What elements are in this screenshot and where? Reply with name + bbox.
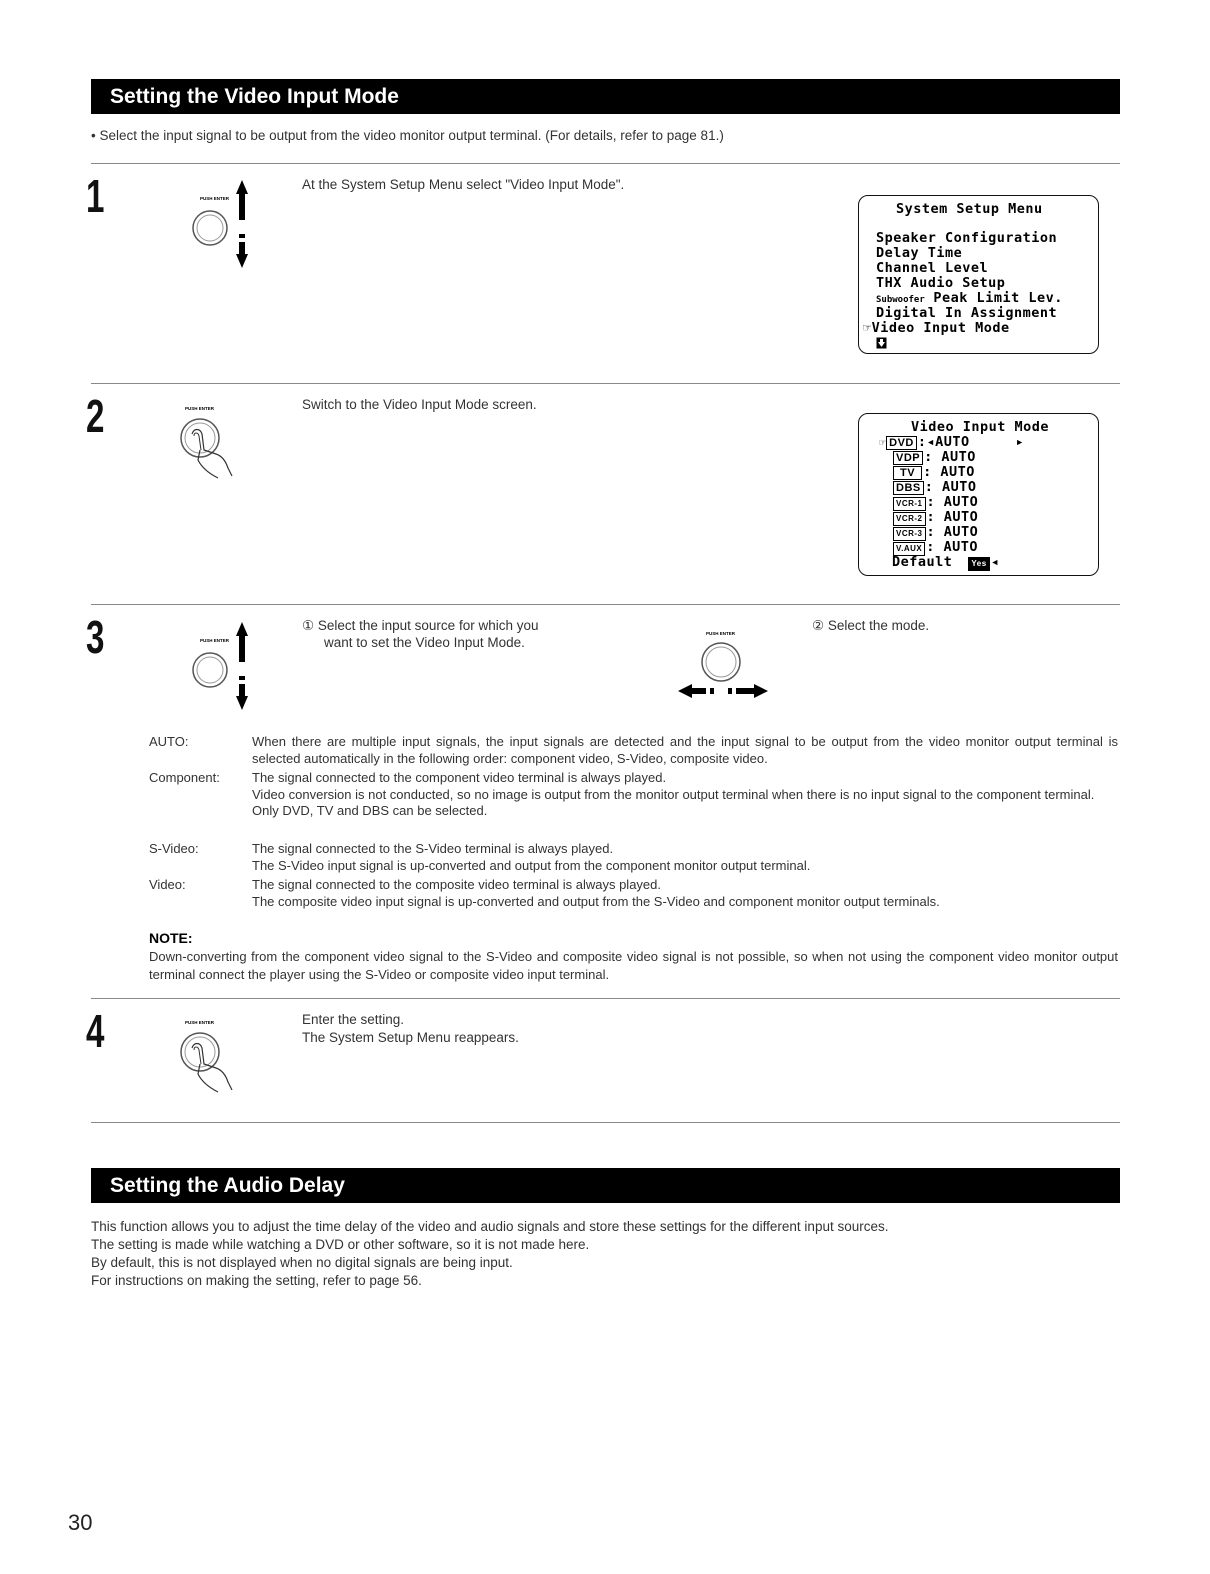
step-2-text: Switch to the Video Input Mode screen. bbox=[302, 397, 537, 412]
arrow-left-icon bbox=[678, 684, 706, 698]
arrow-left-icon: ◂ bbox=[926, 434, 936, 450]
osd-menu-item: Channel Level bbox=[876, 260, 989, 276]
osd-menu-item-selected: ☞Video Input Mode bbox=[863, 320, 1010, 336]
step-number: 1 bbox=[86, 170, 105, 222]
svg-text:PUSH ENTER: PUSH ENTER bbox=[200, 638, 230, 643]
audio-delay-line: This function allows you to adjust the time delay of the video and audio signals and store these settings for the different input sources. bbox=[91, 1219, 889, 1234]
osd-menu-item: Digital In Assignment bbox=[876, 305, 1058, 321]
divider bbox=[91, 163, 1120, 164]
pointer-icon: ☞ bbox=[879, 436, 887, 449]
arrow-left-icon: ◂ bbox=[990, 554, 1000, 570]
note-label: NOTE: bbox=[149, 930, 193, 946]
section-title-audio-delay: Setting the Audio Delay bbox=[91, 1168, 1120, 1203]
arrow-down-icon bbox=[236, 684, 248, 710]
definition-component: Component: The signal connected to the component video terminal is always played. Video conversion is not conducted, so no image is output from the monitor output terminal when there is no input signal to the component terminal. Only DVD, TV and DBS can be selected. bbox=[149, 770, 1095, 818]
pointer-icon: ☞ bbox=[863, 320, 872, 336]
knob-label: PUSH ENTER bbox=[200, 196, 230, 201]
step-3-text-b: ② Select the mode. bbox=[812, 618, 930, 633]
section-intro: • Select the input signal to be output from the video monitor output terminal. (For details, refer to page 81.) bbox=[91, 128, 724, 143]
osd-title: System Setup Menu bbox=[896, 201, 1043, 217]
step-1-text: At the System Setup Menu select "Video Input Mode". bbox=[302, 177, 625, 192]
divider bbox=[91, 998, 1120, 999]
osd-row: DBS : AUTO bbox=[893, 480, 977, 495]
osd-default-row: Default Yes ◂ bbox=[892, 554, 1000, 570]
knob-press-icon bbox=[170, 398, 270, 488]
svg-text:PUSH ENTER: PUSH ENTER bbox=[185, 406, 215, 411]
definition-s-video: S-Video: The signal connected to the S-Video terminal is always played. The S-Video input signal is up-converted and output from the component monitor output terminal. bbox=[149, 841, 811, 873]
knob-rotate-icon bbox=[170, 620, 280, 712]
section-title-video-input: Setting the Video Input Mode bbox=[91, 79, 1120, 114]
hand-icon bbox=[192, 1044, 232, 1093]
arrow-up-icon bbox=[236, 622, 248, 662]
definition-video: Video: The signal connected to the composite video terminal is always played. The composite video input signal is up-converted and output from the S-Video and component monitor output terminals. bbox=[149, 877, 940, 909]
knob-rotate-icon bbox=[170, 178, 280, 270]
arrow-up-icon bbox=[236, 180, 248, 220]
hand-icon bbox=[192, 430, 232, 479]
definition-auto: AUTO: When there are multiple input signals, the input signals are detected and the input signal to be output from the video monitor output terminal is selected automatically in the following order: component video, S-Video, composite video. bbox=[149, 734, 1118, 766]
note-text: Down-converting from the component video signal to the S-Video and composite video signal is not possible, so when not using the component video monitor output terminal connect the player using the S-Video or composite video input terminal. bbox=[149, 949, 1118, 982]
osd-row: V.AUX : AUTO bbox=[893, 540, 978, 556]
audio-delay-line: The setting is made while watching a DVD or other software, so it is not made here. bbox=[91, 1237, 590, 1252]
osd-menu-item: THX Audio Setup bbox=[876, 275, 1006, 291]
osd-row-dvd: ☞ DVD :◂AUTO ▸ bbox=[879, 434, 1025, 450]
arrow-down-icon bbox=[236, 242, 248, 268]
osd-row: VCR-3 : AUTO bbox=[893, 525, 978, 541]
step-number: 3 bbox=[86, 611, 105, 663]
osd-row: TV : AUTO bbox=[893, 465, 975, 480]
osd-menu-item-peak-limit: Subwoofer Peak Limit Lev. bbox=[876, 290, 1063, 306]
audio-delay-line: By default, this is not displayed when no digital signals are being input. bbox=[91, 1255, 513, 1270]
step-3-text-a1: ① Select the input source for which you bbox=[302, 618, 539, 633]
knob-left-right-icon bbox=[676, 627, 772, 707]
knob-press-icon bbox=[170, 1012, 270, 1102]
step-4-text-2: The System Setup Menu reappears. bbox=[302, 1030, 519, 1045]
arrow-right-icon: ▸ bbox=[1015, 434, 1025, 450]
step-3-text-a2: want to set the Video Input Mode. bbox=[324, 635, 525, 650]
scroll-down-icon bbox=[876, 337, 887, 349]
step-number: 2 bbox=[86, 390, 105, 442]
osd-system-setup-menu bbox=[858, 195, 1099, 354]
osd-row: VCR-1 : AUTO bbox=[893, 495, 978, 511]
divider bbox=[91, 383, 1120, 384]
divider bbox=[91, 604, 1120, 605]
svg-text:PUSH ENTER: PUSH ENTER bbox=[706, 631, 736, 636]
page-number: 30 bbox=[68, 1510, 93, 1535]
osd-menu-item: Delay Time bbox=[876, 245, 963, 261]
osd-title: Video Input Mode bbox=[911, 419, 1050, 435]
step-4-text-1: Enter the setting. bbox=[302, 1012, 405, 1027]
osd-video-input-mode bbox=[858, 413, 1099, 576]
osd-row: VDP : AUTO bbox=[893, 450, 976, 465]
audio-delay-line: For instructions on making the setting, refer to page 56. bbox=[91, 1273, 422, 1288]
svg-text:PUSH ENTER: PUSH ENTER bbox=[185, 1020, 215, 1025]
arrow-right-icon bbox=[736, 684, 768, 698]
divider bbox=[91, 1122, 1120, 1123]
step-number: 4 bbox=[86, 1005, 105, 1057]
osd-row: VCR-2 : AUTO bbox=[893, 510, 978, 526]
osd-menu-item: Speaker Configuration bbox=[876, 230, 1058, 246]
